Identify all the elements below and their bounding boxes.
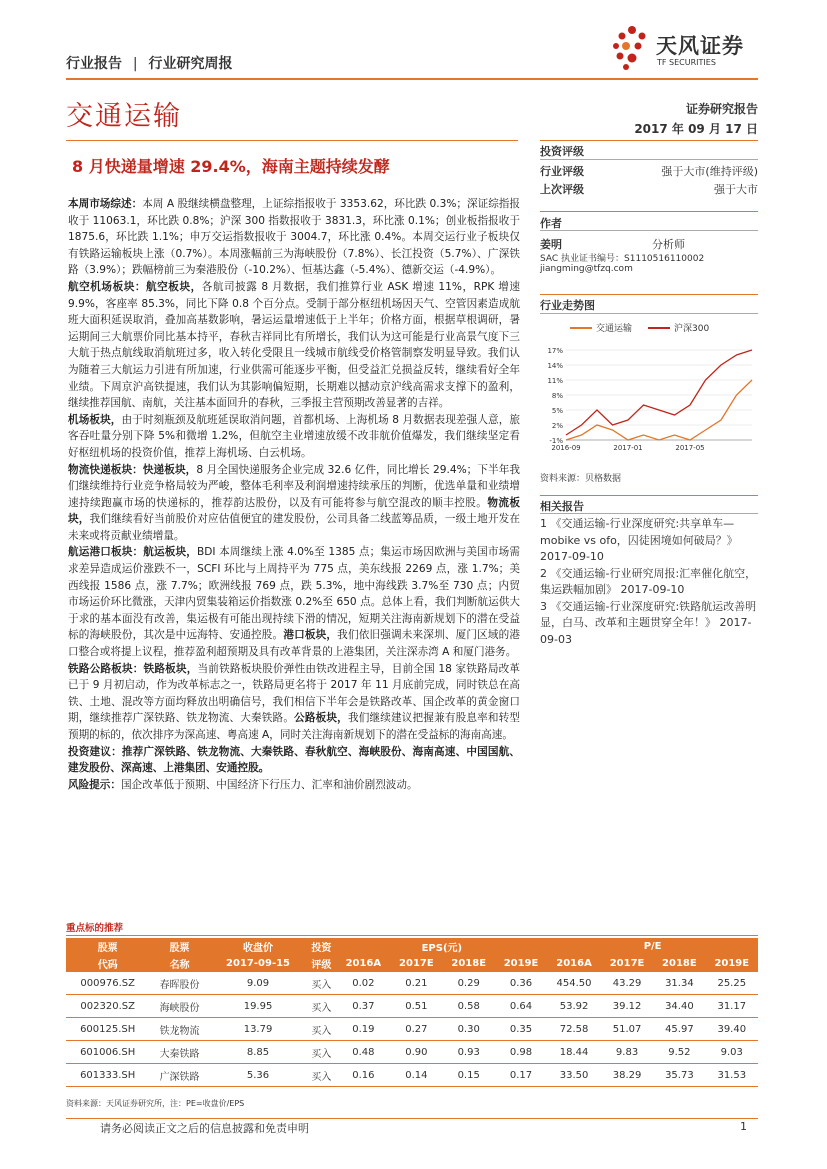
table-cell: 31.17 bbox=[706, 995, 758, 1018]
table-cell: 0.90 bbox=[390, 1041, 442, 1064]
table-cell: 0.16 bbox=[337, 1064, 391, 1087]
table-cell: 买入 bbox=[306, 1041, 336, 1064]
table-cell: 39.12 bbox=[601, 995, 653, 1018]
table-cell: 600125.SH bbox=[66, 1018, 149, 1041]
table-cell: 31.53 bbox=[706, 1064, 758, 1087]
stock-table bbox=[66, 938, 758, 1087]
table-cell: 454.50 bbox=[547, 972, 601, 995]
y-tick-label: 14% bbox=[547, 362, 563, 370]
table-header-cell: 2016A bbox=[337, 955, 391, 972]
table-cell: 0.29 bbox=[443, 972, 495, 995]
table-cell: 35.73 bbox=[653, 1064, 705, 1087]
table-header-cell: 2017E bbox=[601, 955, 653, 972]
table-cell: 31.34 bbox=[653, 972, 705, 995]
main-body bbox=[68, 196, 520, 793]
table-header-cell: 名称 bbox=[149, 955, 209, 972]
related-item[interactable]: 3 《交通运输-行业深度研究:铁路航运改善明显，白马、改革和主题贯穿全年！》 2017-09-03 bbox=[540, 599, 757, 646]
related-item[interactable]: 2 《交通运输-行业研究周报:汇率催化航空，集运跌幅加剧》 2017-09-10 bbox=[540, 566, 757, 596]
author-sac: SAC 执业证书编号：S1110516110002 bbox=[540, 254, 705, 264]
table-cell: 0.19 bbox=[337, 1018, 391, 1041]
table-header-row: 股票 股票 收盘价 投资 EPS(元) P/E bbox=[66, 938, 758, 955]
chart-source: 资料来源：贝格数据 bbox=[540, 474, 622, 484]
table-header-cell: 2016A bbox=[547, 955, 601, 972]
table-header-cell: 代码 bbox=[66, 955, 149, 972]
table-cell: 0.48 bbox=[337, 1041, 391, 1064]
table-header-cell: 2019E bbox=[495, 955, 547, 972]
table-cell: 春晖股份 bbox=[149, 972, 209, 995]
table-cell: 9.83 bbox=[601, 1041, 653, 1064]
related-item[interactable]: 1 《交通运输-行业深度研究:共享单车—mobike vs ofo，囚徒困境如何破局？》 2017-09-10 bbox=[540, 517, 738, 563]
table-cell: 0.02 bbox=[337, 972, 391, 995]
table-cell: 72.58 bbox=[547, 1018, 601, 1041]
legend-label: 交通运输 bbox=[596, 324, 633, 334]
y-tick-label: 2% bbox=[551, 422, 563, 430]
table-cell: 9.09 bbox=[210, 972, 307, 995]
paragraph: 航空机场板块：航空板块，各航司披露 8 月数据，我们推算行业 ASK 增速 11%，RPK 增速 9.9%，客座率 85.3%，同比下降 0.8 个百分点。受制于部分枢纽机场因天气、空管因素造成航班大面积延误取消，叠加高基数影响，暑运运量增速低于上半年；价格方面，根据草根调研，暑运期间三大航票价同比基本持平，春秋吉祥同比有所增长，我们认为这可能是行业高景气度下三大航于热点航线取消航班过多，收入转化受限且一线城市航线受价格管制察发明显导致。我们认为随着三大航运力引进有所加速，行业供需可能逐步平衡，但受益汇兑损益反转，继续看好全年业绩。下周京沪高铁提速，我们认为其影响偏短期，长期难以撼动京沪线高需求支撑下的盈利，继续推荐国航、南航，关注基本面回升的春秋，三季报主营预期改善显著的吉祥。 bbox=[68, 280, 521, 410]
table-cell: 51.07 bbox=[601, 1018, 653, 1041]
table-cell: 买入 bbox=[306, 1064, 336, 1087]
table-cell: 53.92 bbox=[547, 995, 601, 1018]
table-header-row bbox=[66, 955, 758, 972]
rating-title: 投资评级 bbox=[540, 145, 584, 158]
table-cell: 43.29 bbox=[601, 972, 653, 995]
table-cell: 买入 bbox=[306, 1018, 336, 1041]
table-cell: 002320.SZ bbox=[66, 995, 149, 1018]
y-tick-label: 11% bbox=[547, 377, 563, 385]
paragraph: 铁路公路板块：铁路板块，当前铁路板块股价弹性由铁改进程主导，目前全国 18 家铁路局改革已于 9 月初启动，作为改革标志之一，铁路局更名将于 2017 年 11 月底前完成，同时铁总在高铁、土地、混改等方面均释放出明确信号，我们相信下半年会是铁路改革、国企改革的黄金窗口期，继续推荐广深铁路、铁龙物流、大秦铁路。公路板块，我们继续建议把握兼有股息率和转型预期的标的，依次排序为深高速、粤高速 A，同时关注海南新规划下的潜在受益标的海南高速。 bbox=[68, 662, 521, 741]
table-cell: 25.25 bbox=[706, 972, 758, 995]
table-cell: 买入 bbox=[306, 972, 336, 995]
paragraph: 机场板块，由于时刻瓶颈及航班延误取消问题，首都机场、上海机场 8 月数据表现差强人意，旅客吞吐量分别下降 5%和微增 1.2%，但航空主业增速放缓不改非航价值爆发，我们继续坚定看好枢纽机场的投资价值，推荐上海机场、白云机场。 bbox=[68, 413, 520, 459]
brand-name-en: TF SECURITIES bbox=[657, 58, 716, 67]
table-cell: 海峡股份 bbox=[149, 995, 209, 1018]
table-cell: 0.27 bbox=[390, 1018, 442, 1041]
report-date: 2017 年 09 月 17 日 bbox=[634, 122, 758, 136]
table-cell: 0.37 bbox=[337, 995, 391, 1018]
x-tick-label: 2017-01 bbox=[613, 444, 643, 452]
table-cell: 0.98 bbox=[495, 1041, 547, 1064]
paragraph: 投资建议：推荐广深铁路、铁龙物流、大秦铁路、春秋航空、海峡股份、海南高速、中国国航、建发股份、深高速、上港集团、安通控股。 bbox=[68, 745, 520, 775]
table-cell: 9.03 bbox=[706, 1041, 758, 1064]
table-cell: 广深铁路 bbox=[149, 1064, 209, 1087]
related-title: 相关报告 bbox=[540, 500, 584, 513]
prev-rating-value: 强于大市 bbox=[714, 183, 758, 196]
table-row bbox=[66, 1064, 758, 1087]
paragraph: 风险提示：国企改革低于预期、中国经济下行压力、汇率和油价剧烈波动。 bbox=[68, 778, 418, 791]
table-cell: 0.35 bbox=[495, 1018, 547, 1041]
table-cell: 0.58 bbox=[443, 995, 495, 1018]
x-tick-label: 2017-05 bbox=[675, 444, 705, 452]
trend-chart bbox=[540, 316, 758, 466]
prev-rating-label: 上次评级 bbox=[540, 183, 584, 196]
headline: 8 月快递量增速 29.4%，海南主题持续发酵 bbox=[72, 157, 390, 176]
table-cell: 38.29 bbox=[601, 1064, 653, 1087]
table-cell: 601333.SH bbox=[66, 1064, 149, 1087]
table-cell: 买入 bbox=[306, 995, 336, 1018]
table-cell: 9.52 bbox=[653, 1041, 705, 1064]
related-list bbox=[540, 516, 758, 648]
table-cell: 0.15 bbox=[443, 1064, 495, 1087]
table-cell: 19.95 bbox=[210, 995, 307, 1018]
paragraph: 航运港口板块：航运板块，BDI 本周继续上涨 4.0%至 1385 点；集运市场因欧洲与美国市场需求差异造成运价涨跌不一，SCFI 环比与上周持平为 775 点，美东线报 2269 点，涨 1.7%；美西线报 1586 点，涨 7.7%；欧洲线报 769 点，跌 5.3%，地中海线跌 3.7%至 730 点；内贸市场运价环比微涨，天津内贸集装箱运价指数涨 0.2%至 650 点。总体上看，我们判断航运供大于求的基本面没有改善，集运极有可能出现持续下滑的情况，短期关注海南新规划下的潜在受益标的海峡股份，其次是中远海特、安通控股。港口板块，我们依旧强调未来深圳、厦门区域的港口整合或将提上议程，推荐盈利超预期及具有改革背景的上港集团，关注深赤湾 A 和厦门港务。 bbox=[68, 546, 521, 659]
author-name: 姜明 bbox=[540, 238, 562, 251]
table-cell: 000976.SZ bbox=[66, 972, 149, 995]
table-cell: 0.51 bbox=[390, 995, 442, 1018]
table-header-cell: 2017-09-15 bbox=[210, 955, 307, 972]
industry-title: 交通运输 bbox=[66, 101, 182, 132]
table-cell: 45.97 bbox=[653, 1018, 705, 1041]
table-cell: 0.64 bbox=[495, 995, 547, 1018]
table-title: 重点标的推荐 bbox=[66, 923, 124, 934]
table-header-cell: 评级 bbox=[306, 955, 336, 972]
table-header-cell: 2018E bbox=[653, 955, 705, 972]
table-row bbox=[66, 972, 758, 995]
paragraph: 本周市场综述：本周 A 股继续横盘整理，上证综指报收于 3353.62，环比跌 0.3%；深证综指报收于 11063.1，环比跌 0.8%；沪深 300 指数报收于 3831.3，环比涨 0.1%；创业板指报收于 1875.6，环比跌 1.1%；申万交运指数报收于 3004.7，环比涨 0.4%。本周交运行业子板块仅有铁路运输板块上涨（0.7%）。本周涨幅前三为海峡股份（7.8%）、长江投资（5.7%）、广深铁路（3.9%）；跌幅榜前三为秦港股份（-10.2%）、恒基达鑫（-5.4%）、德新交运（-4.9%）。 bbox=[68, 198, 521, 277]
table-cell: 铁龙物流 bbox=[149, 1018, 209, 1041]
y-tick-label: -1% bbox=[549, 437, 563, 445]
table-row bbox=[66, 1018, 758, 1041]
title-rule bbox=[66, 140, 518, 141]
author-role: 分析师 bbox=[652, 238, 685, 251]
industry-rating-value: 强于大市(维持评级) bbox=[661, 165, 758, 178]
table-cell: 34.40 bbox=[653, 995, 705, 1018]
table-cell: 18.44 bbox=[547, 1041, 601, 1064]
y-tick-label: 8% bbox=[551, 392, 563, 400]
header-rule bbox=[66, 78, 758, 80]
author-email[interactable]: jiangming@tfzq.com bbox=[540, 264, 633, 274]
brand-name-cn: 天风证券 bbox=[656, 34, 744, 58]
y-tick-label: 5% bbox=[551, 407, 563, 415]
x-tick-label: 2016-09 bbox=[551, 444, 581, 452]
logo-icon bbox=[606, 24, 654, 72]
legend-label: 沪深300 bbox=[674, 324, 710, 334]
y-tick-label: 17% bbox=[547, 347, 563, 355]
table-header-cell: 2018E bbox=[443, 955, 495, 972]
author-title: 作者 bbox=[540, 217, 562, 230]
trend-title: 行业走势图 bbox=[540, 299, 595, 312]
table-cell: 0.17 bbox=[495, 1064, 547, 1087]
table-header-cell: 2019E bbox=[706, 955, 758, 972]
series-line bbox=[566, 350, 752, 435]
table-note: 资料来源：天风证券研究所，注：PE=收盘价/EPS bbox=[66, 1099, 245, 1108]
report-category: 行业报告 | 行业研究周报 bbox=[66, 56, 233, 72]
table-row bbox=[66, 995, 758, 1018]
table-cell: 0.93 bbox=[443, 1041, 495, 1064]
page-number: 1 bbox=[740, 1120, 747, 1133]
footer-disclaimer: 请务必阅读正文之后的信息披露和免责申明 bbox=[100, 1122, 309, 1135]
table-header-cell: 2017E bbox=[390, 955, 442, 972]
industry-rating-label: 行业评级 bbox=[540, 165, 584, 178]
table-cell: 0.14 bbox=[390, 1064, 442, 1087]
table-cell: 8.85 bbox=[210, 1041, 307, 1064]
report-label: 证券研究报告 bbox=[685, 102, 758, 116]
table-cell: 大秦铁路 bbox=[149, 1041, 209, 1064]
table-cell: 39.40 bbox=[706, 1018, 758, 1041]
brand-logo bbox=[606, 24, 766, 76]
table-cell: 5.36 bbox=[210, 1064, 307, 1087]
table-cell: 13.79 bbox=[210, 1018, 307, 1041]
table-row bbox=[66, 1041, 758, 1064]
table-cell: 33.50 bbox=[547, 1064, 601, 1087]
table-cell: 601006.SH bbox=[66, 1041, 149, 1064]
paragraph: 物流快递板块：快递板块，8 月全国快递服务企业完成 32.6 亿件，同比增长 29.4%；下半年我们继续维持行业竞争格局较为严峻，整体毛利率及利润增速持续承压的判断，优选单量和业绩增速持续跑赢市场的快递标的，推荐韵达股份，以及有可能将参与航空混改的顺丰控股。物流板块，我们继续看好当前股价对应估值便宜的建发股份，公司具备二线蓝筹品质，一级土地开发在未来或将贡献业绩增量。 bbox=[68, 463, 521, 542]
table-cell: 0.36 bbox=[495, 972, 547, 995]
table-cell: 0.30 bbox=[443, 1018, 495, 1041]
table-cell: 0.21 bbox=[390, 972, 442, 995]
sidebar-top-rule bbox=[540, 140, 758, 141]
